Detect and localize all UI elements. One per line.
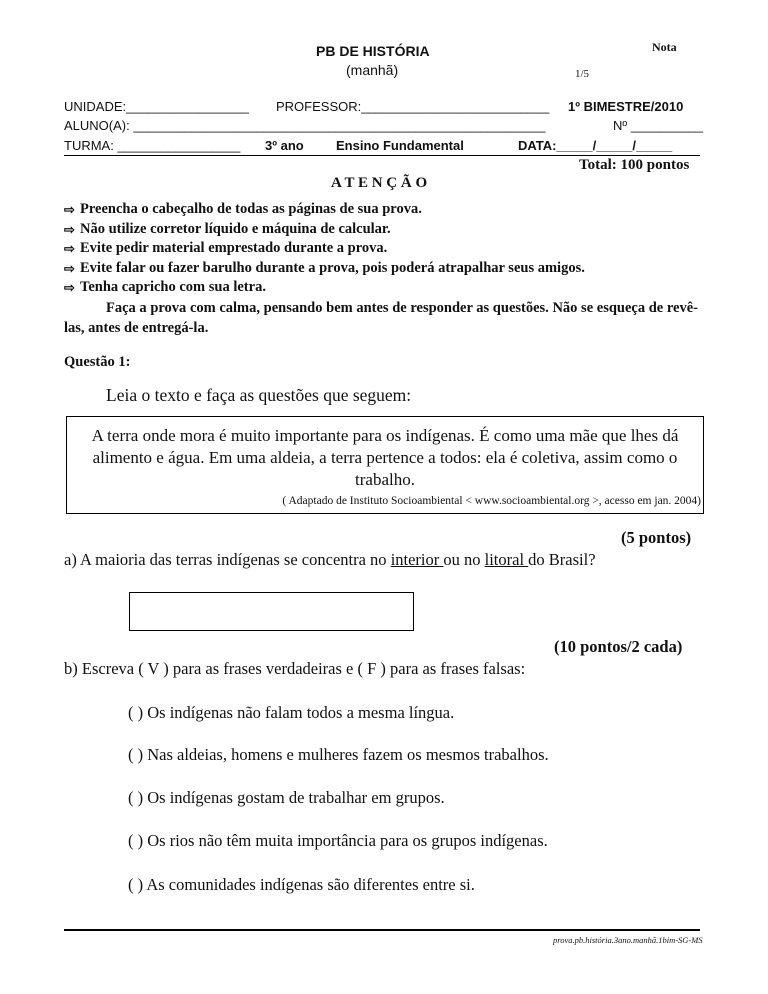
numero-field[interactable]: Nº __________: [613, 118, 704, 133]
question-instruction: Leia o texto e faça as questões que seguem:: [106, 385, 412, 405]
list-item: ⇨ Não utilize corretor líquido e máquina de calcular.: [64, 220, 585, 240]
arrow-right-icon: ⇨: [64, 260, 75, 276]
arrow-right-icon: ⇨: [64, 241, 75, 256]
grade-label: Nota: [652, 40, 677, 54]
arrow-right-icon: ⇨: [64, 280, 75, 295]
data-field[interactable]: DATA:_____/_____/_____: [518, 138, 673, 153]
unidade-field[interactable]: UNIDADE:_________________: [64, 99, 250, 114]
list-item: ⇨ Evite pedir material emprestado durante a prova.: [64, 239, 585, 259]
true-false-item[interactable]: ( ) Os indígenas gostam de trabalhar em grupos.: [128, 788, 445, 807]
attention-note: Faça a prova com calma, pensando bem antes de responder as questões. Não se esqueça de revê-las, antes de entregá-la.: [64, 300, 698, 336]
ano-label: 3º ano: [265, 138, 304, 153]
true-false-item[interactable]: ( ) Os indígenas não falam todos a mesma língua.: [128, 703, 455, 722]
attention-list: [64, 200, 585, 298]
ensino-label: Ensino Fundamental: [336, 138, 464, 153]
reading-text-box: [66, 416, 704, 514]
reading-text: A terra onde mora é muito importante para os indígenas. É como uma mãe que lhes dá alimento e água. Em uma aldeia, a terra pertence a todos: ela é coletiva, assim como o trabalho.: [91, 426, 679, 489]
professor-field[interactable]: PROFESSOR:__________________________: [276, 99, 550, 114]
part-a-question: a) A maioria das terras indígenas se concentra no interior ou no litoral do Brasil?: [64, 550, 596, 569]
aluno-field[interactable]: ALUNO(A): _________________________________________________________: [64, 118, 546, 133]
bimestre-label: 1º BIMESTRE/2010: [568, 99, 684, 114]
attention-title: A T E N Ç Ã O: [331, 175, 428, 191]
true-false-item[interactable]: ( ) Os rios não têm muita importância para os grupos indígenas.: [128, 831, 548, 850]
footer-filename: prova.pb.história.3ano.manhã.1bim-SG-MS: [553, 935, 703, 945]
footer-divider: [64, 929, 700, 931]
header-divider: [64, 155, 700, 156]
option-litoral: litoral: [484, 550, 529, 569]
question-heading: Questão 1:: [64, 354, 131, 370]
turma-field[interactable]: TURMA: _________________: [64, 138, 241, 153]
total-points: Total: 100 pontos: [579, 157, 690, 173]
list-item: ⇨ Tenha capricho com sua letra.: [64, 278, 585, 298]
reading-source: ( Adaptado de Instituto Socioambiental < www.socioambiental.org >, acesso em jan. 2004): [282, 495, 701, 507]
true-false-item[interactable]: ( ) Nas aldeias, homens e mulheres fazem os mesmos trabalhos.: [128, 745, 549, 764]
arrow-right-icon: ⇨: [64, 202, 75, 217]
part-a-points: (5 pontos): [621, 528, 692, 547]
page-count: 1/5: [575, 68, 590, 80]
option-interior: interior: [390, 550, 444, 569]
list-item: ⇨ Preencha o cabeçalho de todas as páginas de sua prova.: [64, 200, 585, 220]
arrow-right-icon: ⇨: [64, 221, 75, 237]
list-item: ⇨ Evite falar ou fazer barulho durante a prova, pois poderá atrapalhar seus amigos.: [64, 259, 585, 279]
answer-box[interactable]: [129, 592, 414, 631]
exam-title: PB DE HISTÓRIA: [316, 43, 430, 59]
true-false-item[interactable]: ( ) As comunidades indígenas são diferentes entre si.: [128, 875, 475, 894]
part-b-points: (10 pontos/2 cada): [554, 637, 683, 656]
part-b-prompt: b) Escreva ( V ) para as frases verdadeiras e ( F ) para as frases falsas:: [64, 659, 526, 678]
exam-shift: (manhã): [346, 62, 399, 78]
